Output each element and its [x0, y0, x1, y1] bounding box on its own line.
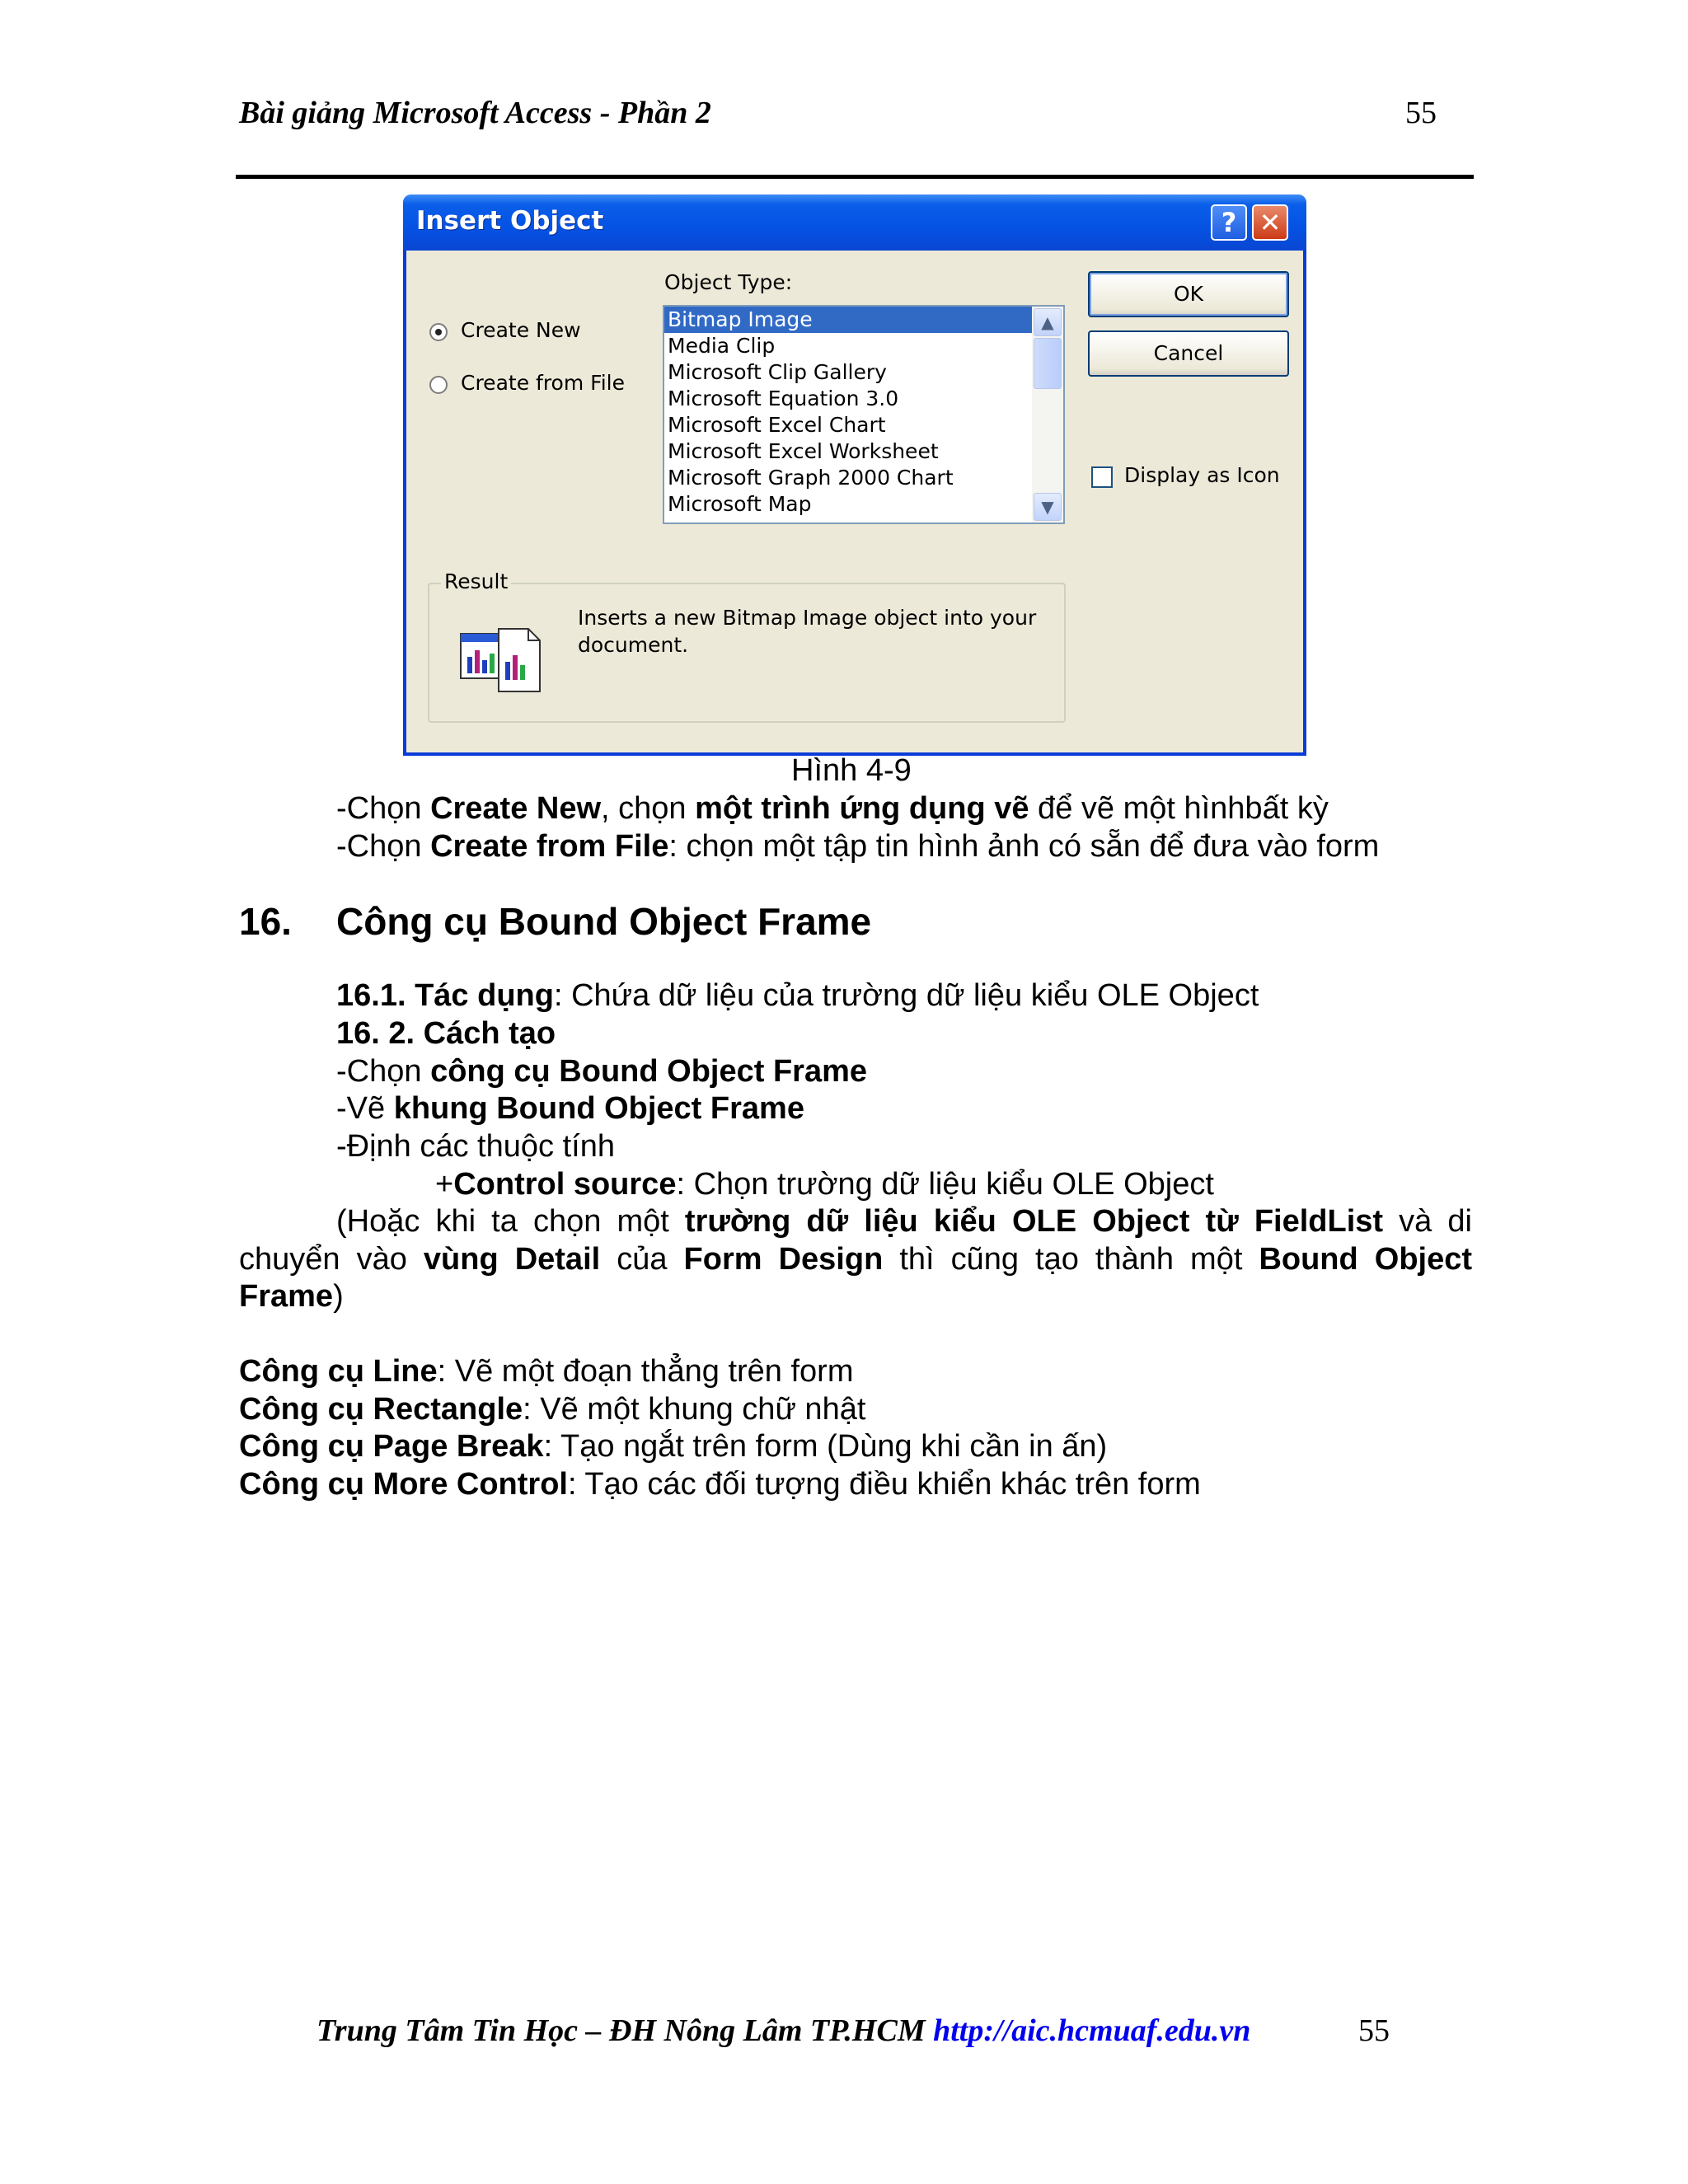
text: chuyển vào [239, 1242, 424, 1277]
line-cach-tao [336, 1016, 556, 1052]
text-bold: Frame [239, 1279, 334, 1314]
ok-button[interactable]: OK [1088, 271, 1289, 317]
dialog-titlebar [403, 194, 1306, 251]
paragraph-line-3 [239, 1279, 344, 1315]
text: : chọn một tập tin hình ảnh có sẵn để đưa vào form [668, 829, 1380, 864]
result-description: Inserts a new Bitmap Image object into your document. [578, 606, 1037, 657]
tool-page-break [239, 1429, 1107, 1465]
text-bold: Công cụ Line [239, 1354, 438, 1389]
text-bold: 16. 2. Cách tạo [336, 1016, 556, 1051]
text: + [435, 1167, 454, 1202]
close-icon[interactable]: ✕ [1252, 204, 1288, 241]
line-dinh-thuoc-tinh [336, 1129, 615, 1165]
text: : Chứa dữ liệu của trường dữ liệu kiểu OLE Object [553, 978, 1259, 1013]
object-type-item-bitmap-image[interactable]: Bitmap Image [664, 307, 1032, 333]
text: : Tạo ngắt trên form (Dùng khi cần in ấn) [543, 1429, 1108, 1464]
footer-page-number: 55 [1358, 2013, 1390, 2048]
create-from-file-radio[interactable] [429, 376, 448, 394]
object-type-item-graph-chart[interactable]: Microsoft Graph 2000 Chart [668, 466, 954, 490]
text-bold: Create from File [430, 829, 669, 864]
create-new-radio[interactable] [429, 323, 448, 341]
text: (Hoặc khi ta chọn một [336, 1204, 685, 1239]
line-tac-dung [336, 978, 1259, 1014]
text-bold: Control source [453, 1167, 677, 1202]
object-type-item-map[interactable]: Microsoft Map [668, 492, 812, 516]
line-ve-khung [336, 1091, 804, 1127]
text: : Vẽ một khung chữ nhật [523, 1392, 866, 1427]
result-group [428, 569, 1066, 723]
header-page-number: 55 [1405, 96, 1437, 130]
line-control-source [435, 1167, 1214, 1202]
line-chon-cong-cu [336, 1054, 867, 1090]
scroll-thumb[interactable] [1034, 338, 1062, 389]
paragraph-line-1 [336, 1204, 1472, 1240]
text-bold: Form Design [683, 1242, 884, 1277]
section-title: Công cụ Bound Object Frame [336, 900, 872, 943]
result-label: Result [441, 569, 511, 593]
insert-object-dialog [403, 194, 1306, 756]
text: : Vẽ một đoạn thẳng trên form [437, 1354, 854, 1389]
line-create-from-file [336, 829, 1379, 865]
header-title: Bài giảng Microsoft Access - Phần 2 [239, 96, 711, 130]
object-type-item-media-clip[interactable]: Media Clip [668, 334, 776, 358]
text-bold: Bound Object [1259, 1242, 1473, 1277]
object-type-scrollbar[interactable] [1032, 307, 1063, 523]
text-bold: trường dữ liệu kiểu OLE Object từ FieldList [684, 1204, 1384, 1239]
text: -Chọn [336, 791, 431, 826]
object-type-item-excel-chart[interactable]: Microsoft Excel Chart [668, 413, 886, 437]
text: ) [333, 1279, 344, 1314]
dialog-title: Insert Object [416, 206, 604, 236]
tool-line [239, 1354, 854, 1390]
text: -Chọn [336, 829, 431, 864]
header-rule [236, 175, 1474, 179]
create-new-label: Create New [461, 318, 581, 342]
object-type-item-excel-worksheet[interactable]: Microsoft Excel Worksheet [668, 439, 939, 463]
object-type-list[interactable] [663, 305, 1065, 524]
text-bold: một trình ứng dụng vẽ [695, 791, 1029, 826]
tool-more-control [239, 1467, 1201, 1502]
help-icon[interactable]: ? [1211, 204, 1247, 241]
scroll-down-icon[interactable]: ▼ [1034, 493, 1062, 521]
text: của [600, 1242, 684, 1277]
text-bold: 16.1. Tác dụng [336, 978, 554, 1013]
text: : Tạo các đối tượng điều khiển khác trên form [567, 1467, 1201, 1502]
object-type-item-clip-gallery[interactable]: Microsoft Clip Gallery [668, 360, 887, 384]
text: -Chọn [336, 1054, 431, 1089]
bitmap-object-icon [459, 626, 545, 696]
footer-org: Trung Tâm Tin Học – ĐH Nông Lâm TP.HCM [316, 2013, 934, 2048]
text: để vẽ một hìnhbất kỳ [1029, 791, 1329, 826]
tool-rectangle [239, 1392, 865, 1427]
text: thì cũng tạo thành một [883, 1242, 1259, 1277]
text: : Chọn trường dữ liệu kiểu OLE Object [676, 1167, 1214, 1202]
display-as-icon-checkbox[interactable] [1091, 466, 1113, 488]
cancel-button[interactable]: Cancel [1088, 330, 1289, 377]
footer-url-link[interactable]: http://aic.hcmuaf.edu.vn [933, 2013, 1251, 2048]
text-bold: Công cụ Rectangle [239, 1392, 523, 1427]
figure-caption: Hình 4-9 [791, 753, 912, 788]
text-bold: Công cụ Page Break [239, 1429, 544, 1464]
object-type-label: Object Type: [664, 270, 793, 294]
create-from-file-label: Create from File [461, 371, 625, 395]
text: -Định các thuộc tính [336, 1129, 615, 1164]
text-bold: khung Bound Object Frame [393, 1091, 804, 1126]
object-type-item-equation[interactable]: Microsoft Equation 3.0 [668, 387, 899, 410]
footer [316, 2013, 1250, 2049]
text-bold: vùng Detail [423, 1242, 601, 1277]
text-bold: Create New [430, 791, 602, 826]
text-bold: công cụ Bound Object Frame [430, 1054, 868, 1089]
paragraph-line-2 [239, 1242, 1472, 1277]
display-as-icon-label: Display as Icon [1124, 463, 1280, 487]
line-create-new [336, 791, 1329, 827]
text: -Vẽ [336, 1091, 394, 1126]
section-number: 16. [239, 900, 292, 943]
text: và di [1383, 1204, 1473, 1239]
text: , chọn [601, 791, 696, 826]
text-bold: Công cụ More Control [239, 1467, 568, 1502]
scroll-up-icon[interactable]: ▲ [1034, 308, 1062, 336]
